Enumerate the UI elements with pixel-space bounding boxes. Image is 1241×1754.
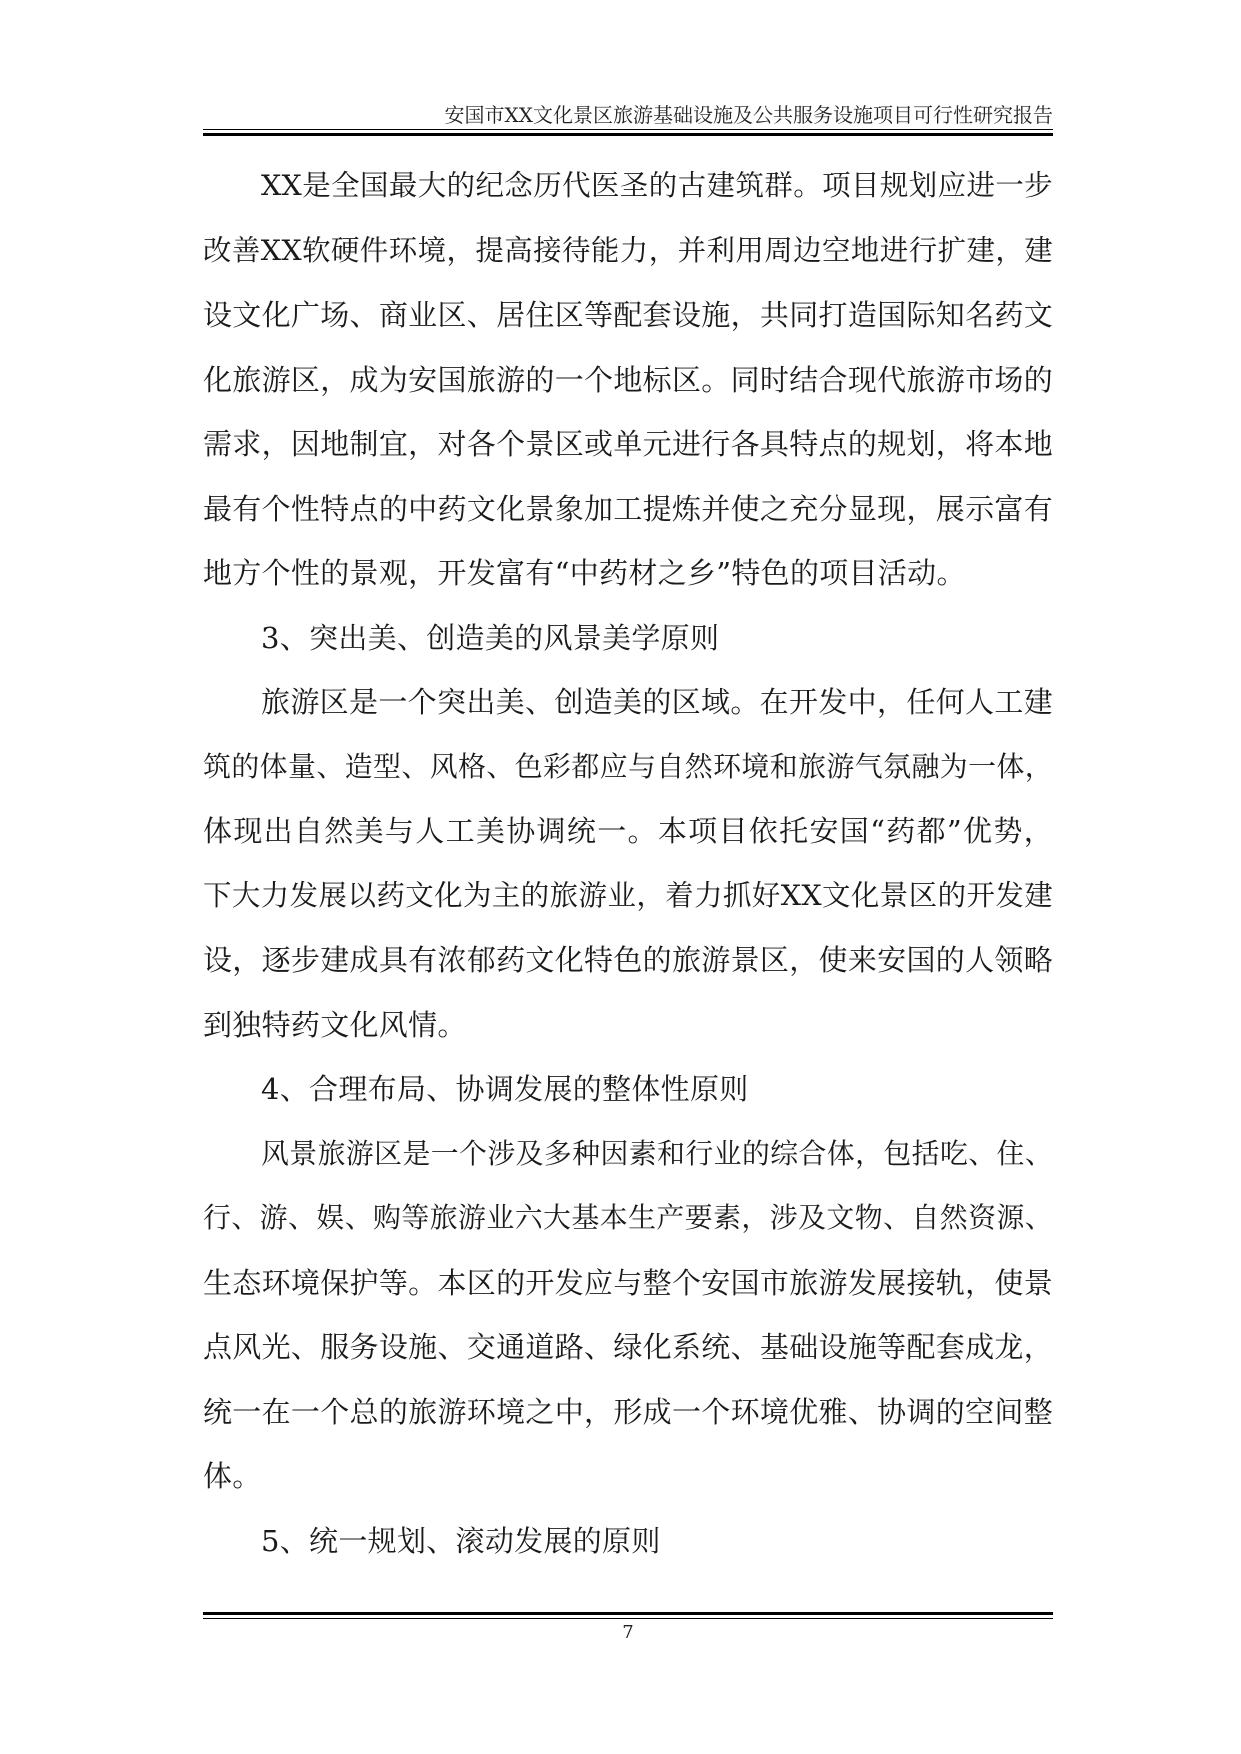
text-line: 改善XX软硬件环境，提高接待能力，并利用周边空地进行扩建，建 <box>203 233 1053 267</box>
text-line: 设文化广场、商业区、居住区等配套设施，共同打造国际知名药文 <box>203 298 1053 332</box>
page-number: 7 <box>622 1622 634 1643</box>
text-line: 下大力发展以药文化为主的旅游业，着力抓好XX文化景区的开发建 <box>203 878 1053 912</box>
text-line: XX是全国最大的纪念历代医圣的古建筑群。项目规划应进一步 <box>261 169 1053 202</box>
text-line: 统一在一个总的旅游环境之中，形成一个环境优雅、协调的空间整 <box>203 1394 1053 1429</box>
text-line: 到独特药文化风情。 <box>203 1007 467 1042</box>
text-line: 设，逐步建成具有浓郁药文化特色的旅游景区，使来安国的人领略 <box>203 943 1053 977</box>
header-rule-thick <box>203 133 1053 136</box>
text-line: 需求，因地制宜，对各个景区或单元进行各具特点的规划，将本地 <box>203 427 1053 461</box>
text-line: 4、合理布局、协调发展的整体性原则 <box>261 1072 749 1106</box>
text-line: 体。 <box>203 1459 262 1493</box>
text-line: 生态环境保护等。本区的开发应与整个安国市旅游发展接轨，使景 <box>203 1265 1053 1300</box>
text-line: 点风光、服务设施、交通道路、绿化系统、基础设施等配套成龙， <box>203 1330 1053 1364</box>
footer-rule-thick <box>203 1612 1053 1615</box>
text-line: 旅游区是一个突出美、创造美的区域。在开发中，任何人工建 <box>261 685 1053 719</box>
footer-rule-thin <box>203 1618 1053 1619</box>
running-header-title: 安国市XX文化景区旅游基础设施及公共服务设施项目可行性研究报告 <box>444 103 1053 127</box>
text-line: 风景旅游区是一个涉及多种因素和行业的综合体，包括吃、住、 <box>261 1136 1053 1170</box>
text-line: 地方个性的景观，开发富有“中药材之乡”特色的项目活动。 <box>203 556 966 590</box>
text-line: 最有个性特点的中药文化景象加工提炼并使之充分显现，展示富有 <box>203 491 1053 526</box>
body-text <box>203 154 1053 1573</box>
text-line: 体现出自然美与人工美协调统一。本项目依托安国“药都”优势， <box>203 814 1053 848</box>
header-rule-thin <box>203 129 1053 130</box>
text-line: 3、突出美、创造美的风景美学原则 <box>261 620 720 655</box>
text-line: 化旅游区，成为安国旅游的一个地标区。同时结合现代旅游市场的 <box>203 362 1053 397</box>
text-line: 筑的体量、造型、风格、色彩都应与自然环境和旅游气氛融为一体， <box>203 749 1053 783</box>
text-line: 5、统一规划、滚动发展的原则 <box>261 1523 661 1558</box>
text-line: 行、游、娱、购等旅游业六大基本生产要素，涉及文物、自然资源、 <box>203 1201 1053 1234</box>
